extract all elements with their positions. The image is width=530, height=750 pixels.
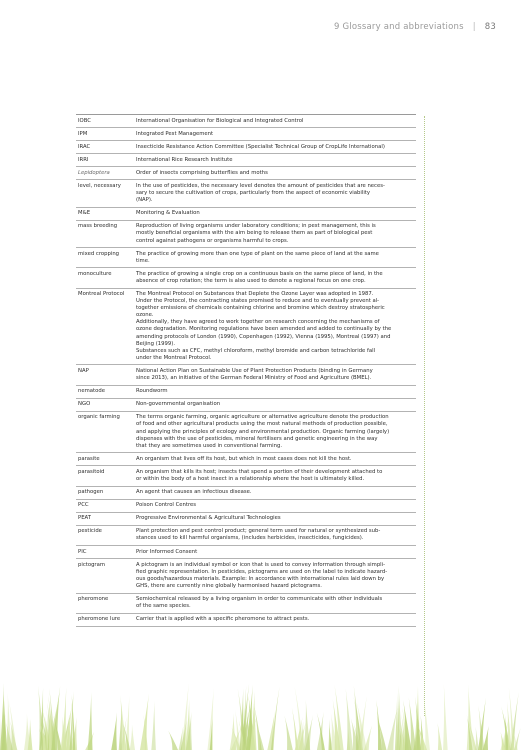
- glossary-term: monoculture: [78, 270, 112, 277]
- grass-blade: [130, 725, 135, 750]
- glossary-definition: Carrier that is applied with a specific pheromone to attract pests.: [136, 616, 310, 623]
- grass-blade: [438, 723, 443, 750]
- glossary-definition: Reproduction of living organisms under laboratory conditions; in pest management, this is mostly beneficial organisms with the aim being to release them as part of biological pest control against pathogens or organisms harmful to crops.: [136, 223, 376, 244]
- grass-blade: [168, 731, 178, 750]
- glossary-definition: Non-governmental organisation: [136, 401, 221, 408]
- glossary-row: [76, 248, 416, 268]
- glossary-definition: Monitoring & Evaluation: [136, 210, 200, 217]
- glossary-definition: Insecticide Resistance Action Committee (Specialist Technical Group of CropLife International): [136, 143, 385, 150]
- glossary-row: [76, 141, 416, 154]
- margin-dotted-rule: [424, 116, 425, 716]
- glossary-term: IRRI: [78, 156, 89, 163]
- grass-blade: [88, 692, 93, 750]
- glossary-row: [76, 399, 416, 412]
- glossary-term: IPM: [78, 130, 88, 137]
- glossary-term: PIC: [78, 548, 87, 555]
- glossary-term: parasite: [78, 455, 100, 462]
- glossary-definition: Progressive Environmental & Agricultural Technologies: [136, 515, 281, 522]
- section-title: 9 Glossary and abbreviations: [334, 22, 464, 32]
- grass-blade: [328, 719, 331, 750]
- glossary-definition: Poison Control Centres: [136, 502, 197, 509]
- glossary-term: PEAT: [78, 515, 91, 522]
- glossary-row: [76, 365, 416, 385]
- glossary-definition: A pictogram is an individual symbol or icon that is used to convey information through simpli- fied graphic representation. In pesticides, pictograms are used on the label to indicate hazard- ous goods/hazardous materials. Example: In accordance with international rules laid down by GHS, there are currently nine globally harmonised hazard pictograms.: [136, 561, 388, 589]
- glossary-term: NAP: [78, 367, 89, 374]
- glossary-term: M&E: [78, 210, 91, 217]
- glossary-definition: The terms organic farming, organic agriculture or alternative agriculture denote the production of food and other agricultural products using the most natural methods of production possible, and applying the principles of ecology and environmental production. Organic farming (largely) dispenses with the use of pesticides, mineral fertilisers and genetic engineering in the way that they are sometimes used in conventional farming.: [136, 414, 390, 449]
- glossary-definition: International Rice Research Institute: [136, 156, 233, 163]
- running-header: [334, 22, 496, 32]
- glossary-term: nematode: [78, 388, 105, 395]
- glossary-definition: International Organisation for Biological and Integrated Control: [136, 117, 304, 124]
- grass-blade: [346, 689, 353, 750]
- glossary-definition: The Montreal Protocol on Substances that Deplete the Ozone Layer was adopted in 1987. Under the Protocol, the contracting states promised to reduce and to eventually prevent al- together emissions of chemicals containing chlorine and bromine which destroy stratospheric ozone. Additionally, they have agreed to work together on research concerning the mechanisms of ozone degradation. Monitoring regulations have been amended and added to continually by the amending protocols of London (1990), Copenhagen (1992), Vienna (1995), Montreal (1997) and Beijing (1999). Substances such as CFC, methyl chloroform, methyl bromide and carbon tetrachloride fall under the Montreal Protocol.: [136, 291, 392, 361]
- glossary-row: [76, 594, 416, 614]
- glossary-term: IOBC: [78, 117, 91, 124]
- glossary-term: pesticide: [78, 528, 102, 535]
- glossary-term: NGO: [78, 401, 91, 408]
- glossary-term: PCC: [78, 502, 89, 509]
- glossary-definition: Roundworm: [136, 388, 168, 395]
- grass-blade: [151, 701, 156, 750]
- glossary-row: [76, 487, 416, 500]
- glossary-row: [76, 154, 416, 167]
- glossary-definition: Order of insects comprising butterflies and moths: [136, 169, 268, 176]
- glossary-definition: National Action Plan on Sustainable Use of Plant Protection Products (binding in Germany since 2013), an initiative of the German Federal Ministry of Food and Agriculture (BMEL).: [136, 367, 373, 382]
- grass-blade: [364, 725, 372, 750]
- glossary-definition: In the use of pesticides, the necessary level denotes the amount of pesticides that are neces- sary to secure the cultivation of crops, particularly from the aspect of economic viability (NAP).: [136, 182, 385, 204]
- glossary-term: Lepidoptera: [78, 169, 110, 176]
- glossary-row: [76, 289, 416, 366]
- grass-blade: [423, 694, 430, 750]
- glossary-definition: The practice of growing more than one type of plant on the same piece of land at the same time.: [136, 250, 379, 264]
- glossary-row: [76, 513, 416, 526]
- grass-blade: [475, 727, 478, 750]
- glossary-term: mixed cropping: [78, 250, 120, 257]
- glossary-definition: Semiochemical released by a living organism in order to communicate with other individuals of the same species.: [136, 596, 383, 610]
- glossary-row: [76, 115, 416, 128]
- glossary-row: [76, 559, 416, 593]
- grass-decoration: [0, 680, 530, 750]
- glossary-definition: An organism that kills its host; insects that spend a portion of their development attached to or within the body of a host insect in a relationship where the host is ultimately killed.: [136, 468, 383, 482]
- glossary-row: [76, 614, 416, 627]
- glossary-row: [76, 268, 416, 288]
- glossary-row: [76, 221, 416, 248]
- glossary-term: mass breeding: [78, 223, 118, 230]
- grass-blade: [443, 684, 448, 750]
- glossary-term: IRAC: [78, 143, 91, 150]
- glossary-term: organic farming: [78, 414, 120, 421]
- grass-blade: [271, 687, 280, 750]
- grass-blade: [284, 715, 292, 750]
- glossary-row: [76, 208, 416, 221]
- glossary-row: [76, 526, 416, 546]
- glossary-definition: Integrated Pest Management: [136, 130, 214, 137]
- glossary-term: Montreal Protocol: [78, 291, 125, 297]
- glossary-row: [76, 180, 416, 207]
- glossary-definition: Plant protection and pest control product; general term used for natural or synthesized sub- stances used to kill harmful organisms, (includes herbicides, insecticides, fungicides).: [136, 528, 381, 542]
- glossary-row: [76, 128, 416, 141]
- glossary-definition: An organism that lives off its host, but which in most cases does not kill the host.: [136, 455, 352, 462]
- glossary-row: [76, 167, 416, 180]
- glossary-row: [76, 386, 416, 399]
- glossary-term: pathogen: [78, 489, 104, 496]
- glossary-term: pheromone lure: [78, 616, 121, 623]
- page-number: 83: [484, 22, 496, 32]
- glossary-row: [76, 453, 416, 466]
- glossary-row: [76, 546, 416, 559]
- glossary-term: level, necessary: [78, 182, 121, 189]
- glossary-term: parasitoid: [78, 468, 105, 475]
- glossary-definition: The practice of growing a single crop on a continuous basis on the same piece of land, in the absence of crop rotation; the term is also used to denote a regional focus on one crop.: [136, 270, 383, 284]
- header-divider: |: [472, 22, 476, 32]
- glossary-term: pheromone: [78, 596, 109, 602]
- grass-blade: [111, 712, 117, 750]
- glossary-table: [76, 114, 416, 627]
- glossary-definition: An agent that causes an infectious disease.: [136, 489, 252, 496]
- glossary-row: [76, 412, 416, 453]
- glossary-row: [76, 466, 416, 486]
- glossary-row: [76, 500, 416, 513]
- glossary-definition: Prior Informed Consent: [136, 548, 198, 555]
- glossary-term: pictogram: [78, 561, 106, 568]
